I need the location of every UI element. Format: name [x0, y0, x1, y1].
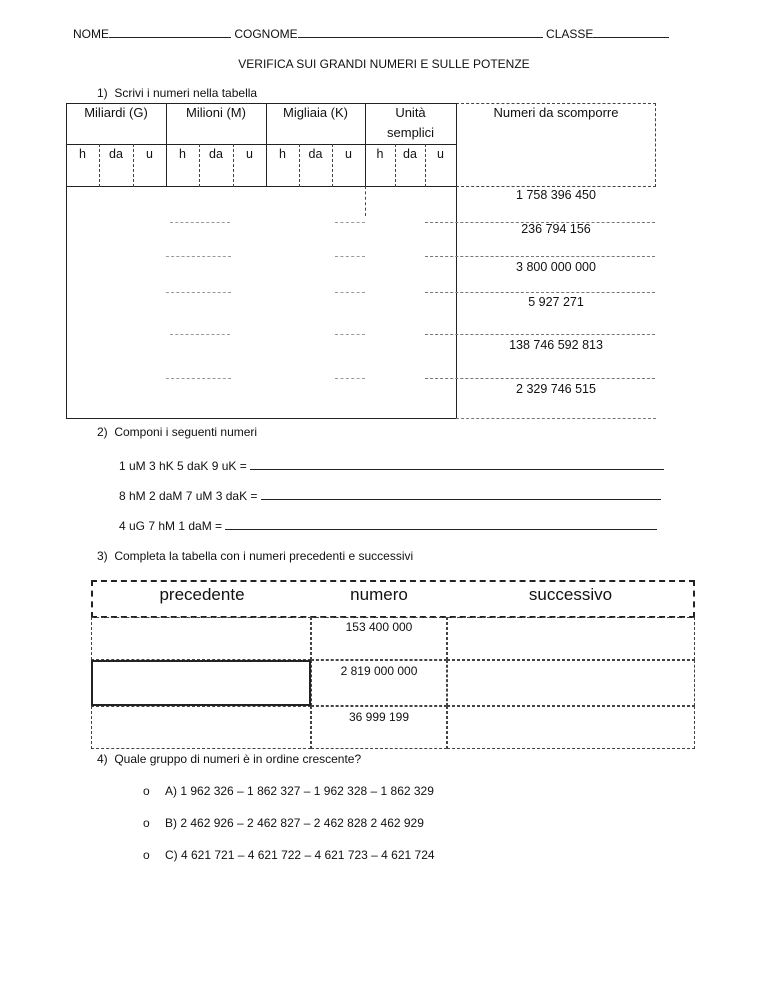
q3-text: Completa la tabella con i numeri precedenti e successivi	[114, 549, 414, 563]
q4-number: 4)	[97, 752, 108, 766]
page-title: VERIFICA SUI GRANDI NUMERI E SULLE POTENZE	[238, 57, 530, 71]
classe-label: CLASSE	[546, 27, 594, 41]
group-header-unita: Unità	[395, 105, 426, 120]
compose-item	[119, 458, 664, 473]
faint-guide	[335, 292, 365, 293]
subcol-u: u	[146, 147, 153, 161]
classe-field[interactable]	[593, 26, 669, 38]
nome-field[interactable]	[109, 26, 231, 38]
group-header-semplici: semplici	[387, 125, 434, 140]
subcol-h: h	[79, 147, 86, 161]
numero-value: 36 999 199	[348, 710, 410, 724]
option-b[interactable]	[143, 816, 424, 830]
subcol-h: h	[179, 147, 186, 161]
q2-heading	[97, 425, 257, 439]
q2-text: Componi i seguenti numeri	[114, 425, 258, 439]
subcol-h: h	[279, 147, 286, 161]
header-successivo: successivo	[528, 585, 613, 604]
q4-text: Quale gruppo di numeri è in ordine crescente?	[114, 752, 362, 766]
subcol-da: da	[209, 147, 223, 161]
compose-answer-line[interactable]	[250, 458, 664, 470]
successivo-cell[interactable]	[447, 660, 695, 706]
q4-heading	[97, 752, 361, 766]
option-text: A) 1 962 326 – 1 862 327 – 1 962 328 – 1 862 329	[165, 784, 434, 798]
table-bottom-border	[66, 418, 457, 419]
number-to-decompose: 236 794 156	[521, 222, 591, 236]
q1-heading	[97, 86, 257, 100]
header-precedente: precedente	[159, 585, 245, 604]
table-group-divider	[66, 144, 457, 145]
numero-value: 2 819 000 000	[340, 664, 418, 678]
faint-guide	[335, 256, 365, 257]
radio-bullet[interactable]: o	[143, 816, 150, 830]
table-header-bottom-right	[456, 186, 656, 187]
nome-label: NOME	[73, 27, 109, 41]
number-to-decompose: 3 800 000 000	[516, 260, 596, 274]
number-to-decompose: 5 927 271	[528, 295, 584, 309]
option-text: C) 4 621 721 – 4 621 722 – 4 621 723 – 4 621 724	[165, 848, 435, 862]
radio-bullet[interactable]: o	[143, 848, 150, 862]
group-header-miliardi: Miliardi (G)	[84, 105, 148, 120]
compose-answer-line[interactable]	[261, 488, 661, 500]
q3-number: 3)	[97, 549, 108, 563]
faint-guide	[335, 378, 365, 379]
row-separator	[425, 292, 655, 293]
row-separator	[456, 418, 656, 419]
successivo-cell[interactable]	[447, 617, 695, 660]
compose-item	[119, 488, 661, 503]
number-to-decompose: 1 758 396 450	[516, 188, 596, 202]
compose-item-text: 4 uG 7 hM 1 daM =	[119, 519, 223, 533]
compose-item	[119, 518, 657, 533]
option-a[interactable]	[143, 784, 434, 798]
radio-bullet[interactable]: o	[143, 784, 150, 798]
faint-guide	[170, 222, 230, 223]
q2-number: 2)	[97, 425, 108, 439]
subcol-da: da	[403, 147, 417, 161]
number-to-decompose: 138 746 592 813	[509, 338, 603, 352]
numero-value: 153 400 000	[345, 620, 413, 634]
option-text: B) 2 462 926 – 2 462 827 – 2 462 828 2 462 929	[165, 816, 424, 830]
precedente-cell[interactable]	[91, 706, 311, 749]
faint-guide	[335, 334, 365, 335]
number-to-decompose: 2 329 746 515	[516, 382, 596, 396]
compose-answer-line[interactable]	[225, 518, 657, 530]
precedente-cell[interactable]	[91, 617, 311, 660]
group-header-milioni: Milioni (M)	[186, 105, 246, 120]
subcol-u: u	[437, 147, 444, 161]
option-c[interactable]	[143, 848, 435, 862]
row-separator	[425, 334, 655, 335]
subcol-h: h	[376, 147, 384, 161]
compose-item-text: 8 hM 2 daM 7 uM 3 daK =	[119, 489, 258, 503]
units-divider-stub	[365, 186, 366, 216]
row-separator	[425, 256, 655, 257]
q1-text: Scrivi i numeri nella tabella	[114, 86, 258, 100]
header-numero: numero	[350, 585, 408, 604]
subcol-u: u	[246, 147, 253, 161]
q3-heading	[97, 549, 413, 563]
table-top-border-right	[456, 103, 656, 104]
header-line	[73, 26, 669, 41]
cognome-label: COGNOME	[234, 27, 298, 41]
table-header-bottom	[66, 186, 457, 187]
subcol-u: u	[345, 147, 352, 161]
faint-guide	[166, 292, 231, 293]
cognome-field[interactable]	[298, 26, 543, 38]
q1-number: 1)	[97, 86, 108, 100]
decompose-header: Numeri da scomporre	[493, 105, 619, 120]
subcol-da: da	[308, 147, 323, 161]
faint-guide	[170, 334, 230, 335]
faint-guide	[166, 378, 231, 379]
group-header-migliaia: Migliaia (K)	[282, 105, 348, 120]
compose-item-text: 1 uM 3 hK 5 daK 9 uK =	[119, 459, 247, 473]
faint-guide	[166, 256, 231, 257]
successivo-cell[interactable]	[447, 706, 695, 749]
precedente-cell[interactable]	[91, 660, 311, 706]
row-separator	[425, 378, 655, 379]
faint-guide	[335, 222, 365, 223]
subcol-da: da	[109, 147, 123, 161]
table-top-border	[66, 103, 457, 104]
